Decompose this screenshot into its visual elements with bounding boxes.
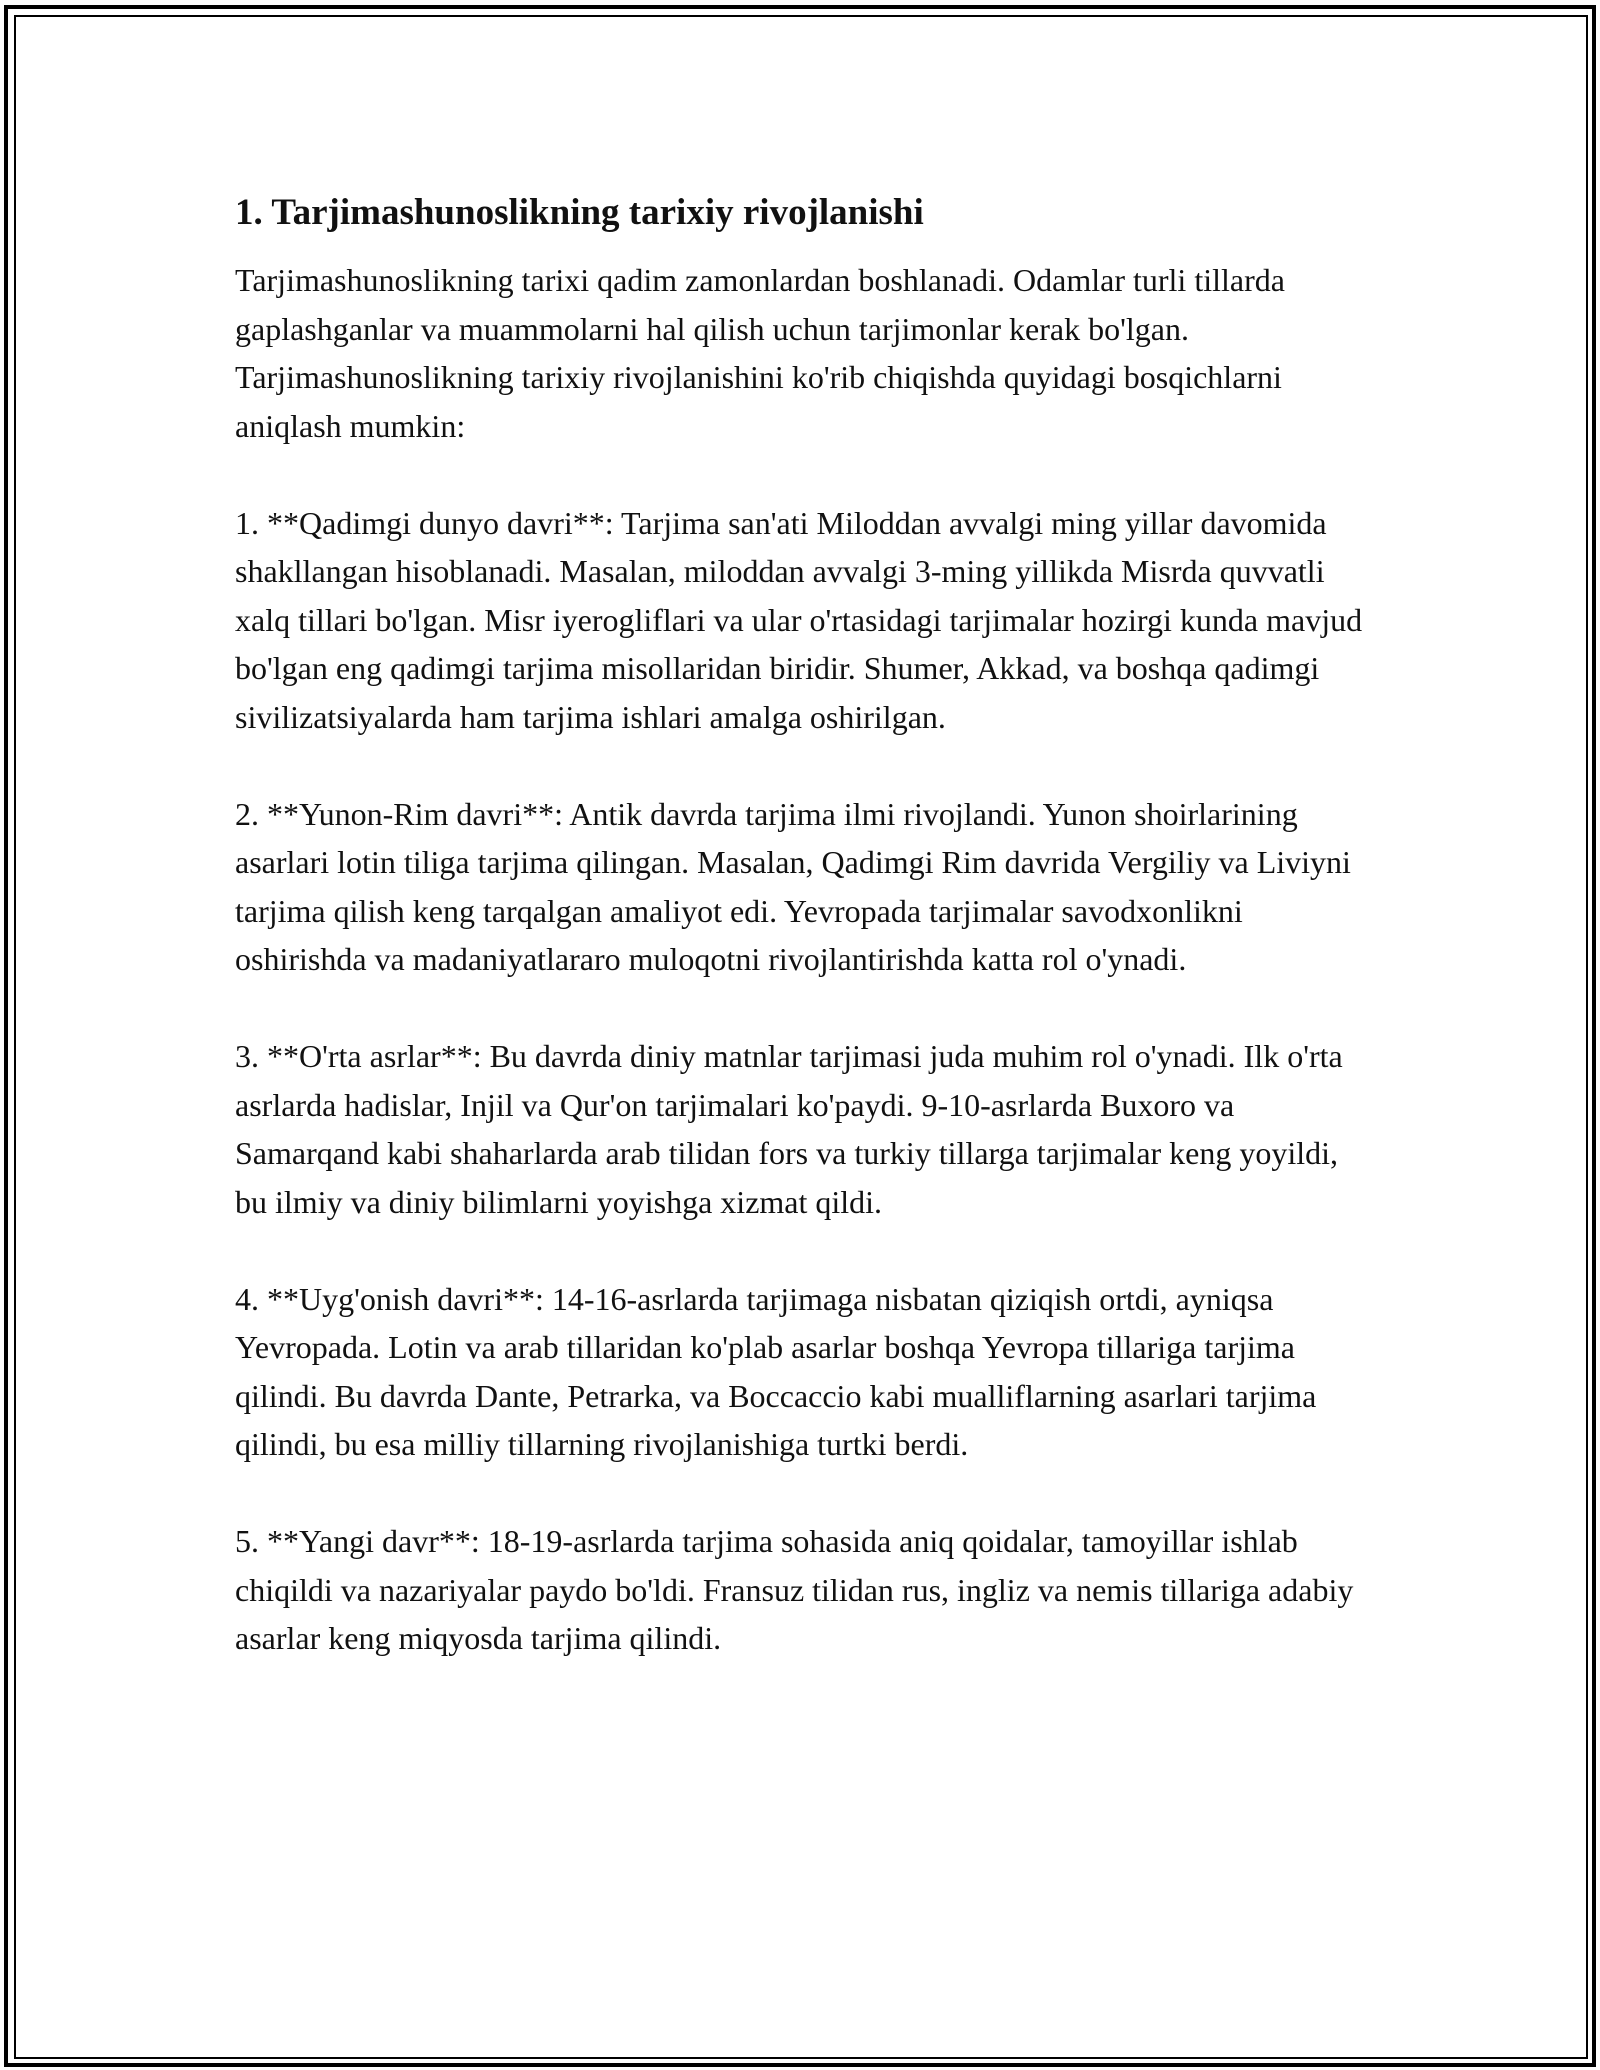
list-item-modern-era: 5. **Yangi davr**: 18-19-asrlarda tarjima sohasida aniq qoidalar, tamoyillar ishlab chiqildi va nazariyalar paydo bo'ldi. Fransuz tilidan rus, ingliz va nemis tillariga adabiy asarlar keng miqyosda tarjima qilindi. bbox=[235, 1523, 1354, 1656]
document-body bbox=[235, 188, 1375, 1711]
list-item-middle-ages: 3. **O'rta asrlar**: Bu davrda diniy matnlar tarjimasi juda muhim rol o'ynadi. Ilk o'rta asrlarda hadislar, Injil va Qur'on tarjimalari ko'paydi. 9-10-asrlarda Buxoro va Samarqand kabi shaharlarda arab tilidan fors va turkiy tillarga tarjimalar keng yoyildi, bu ilmiy va diniy bilimlarni yoyishga xizmat qildi. bbox=[235, 1038, 1343, 1220]
list-item-renaissance: 4. **Uyg'onish davri**: 14-16-asrlarda tarjimaga nisbatan qiziqish ortdi, ayniqsa Yevropada. Lotin va arab tillaridan ko'plab asarlar boshqa Yevropa tillariga tarjima qilindi. Bu davrda Dante, Petrarka, va Boccaccio kabi mualliflarning asarlari tarjima qilindi, bu esa milliy tillarning rivojlanishiga turtki berdi. bbox=[235, 1280, 1317, 1462]
list-item-greco-roman: 2. **Yunon-Rim davri**: Antik davrda tarjima ilmi rivojlandi. Yunon shoirlarining asarlari lotin tiliga tarjima qilingan. Masalan, Qadimgi Rim davrida Vergiliy va Liviyni tarjima qilish keng tarqalgan amaliyot edi. Yevropada tarjimalar savodxonlikni oshirishda va madaniyatlararo muloqotni rivojlantirishda katta rol o'ynadi. bbox=[235, 795, 1351, 977]
intro-paragraph: Tarjimashunoslikning tarixi qadim zamonlardan boshlanadi. Odamlar turli tillarda gaplashganlar va muammolarni hal qilish uchun tarjimonlar kerak bo'lgan. Tarjimashunoslikning tarixiy rivojlanishini ko'rib chiqishda quyidagi bosqichlarni aniqlash mumkin: bbox=[235, 262, 1285, 444]
document-title: 1. Tarjimashunoslikning tarixiy rivojlanishi bbox=[235, 192, 924, 233]
list-item-ancient-world: 1. **Qadimgi dunyo davri**: Tarjima san'ati Miloddan avvalgi ming yillar davomida shakllangan hisoblanadi. Masalan, miloddan avvalgi 3-ming yillikda Misrda quvvatli xalq tillari bo'lgan. Misr iyerogliflari va ular o'rtasidagi tarjimalar hozirgi kunda mavjud bo'lgan eng qadimgi tarjima misollaridan biridir. Shumer, Akkad, va boshqa qadimgi sivilizatsiyalarda ham tarjima ishlari amalga oshirilgan. bbox=[235, 504, 1363, 735]
